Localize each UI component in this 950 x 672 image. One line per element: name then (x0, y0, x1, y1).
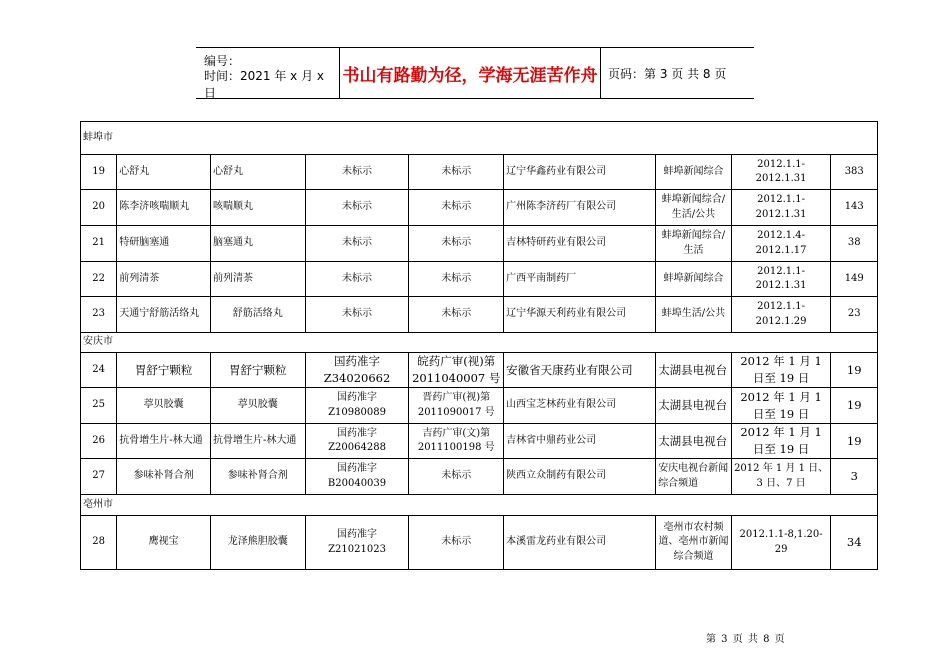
approval-number: 未标示 (305, 226, 409, 262)
broadcast-period: 2012.1.1-2012.1.31 (731, 155, 831, 190)
ad-approval-number: 吉药广审(文)第 2011100198 号 (409, 424, 504, 459)
broadcast-count: 19 (831, 388, 878, 424)
channel: 太湖县电视台 (656, 424, 732, 459)
generic-name: 抗骨增生片-林大通 (210, 424, 305, 459)
broadcast-count: 19 (831, 353, 878, 388)
ad-approval-number: 未标示 (409, 190, 504, 226)
generic-name: 心舒丸 (210, 155, 305, 190)
generic-name: 葶贝胶囊 (210, 388, 305, 424)
section-row (81, 333, 878, 353)
channel: 太湖县电视台 (656, 388, 732, 424)
company-name: 辽宁华鑫药业有限公司 (504, 155, 656, 190)
broadcast-period: 2012 年 1 月 1 日至 19 日 (731, 424, 831, 459)
broadcast-period: 2012.1.1-2012.1.31 (731, 190, 831, 226)
table-row (81, 459, 878, 495)
company-name: 广西平南制药厂 (504, 262, 656, 297)
approval-number: 未标示 (305, 190, 409, 226)
row-number: 20 (81, 190, 117, 226)
approval-number: 未标示 (305, 297, 409, 333)
product-name: 特研脑塞通 (117, 226, 211, 262)
broadcast-period: 2012 年 1 月 1 日、3 日、7 日 (731, 459, 831, 495)
generic-name: 参味补肾合剂 (210, 459, 305, 495)
header-page-number: 页码：第 3 页 共 8 页 (608, 66, 727, 81)
row-number: 28 (81, 516, 117, 570)
header-meta (196, 48, 339, 98)
table-row (81, 190, 878, 226)
approval-number: 未标示 (305, 262, 409, 297)
product-name: 陈李济咳喘顺丸 (117, 190, 211, 226)
document-header (196, 47, 754, 99)
row-number: 23 (81, 297, 117, 333)
generic-name: 脑塞通丸 (210, 226, 305, 262)
row-number: 26 (81, 424, 117, 459)
channel: 蚌埠新闻综合/生活 (656, 226, 732, 262)
company-name: 安徽省天康药业有限公司 (504, 353, 656, 388)
company-name: 吉林特研药业有限公司 (504, 226, 656, 262)
broadcast-count: 19 (831, 424, 878, 459)
product-name: 葶贝胶囊 (117, 388, 211, 424)
company-name: 本溪雷龙药业有限公司 (504, 516, 656, 570)
section-title: 蚌埠市 (81, 122, 878, 155)
broadcast-count: 23 (831, 297, 878, 333)
generic-name: 龙泽熊胆胶囊 (210, 516, 305, 570)
product-name: 抗骨增生片-林大通 (117, 424, 211, 459)
doc-code-label: 编号： (204, 54, 241, 68)
approval-number: 国药准字 Z21021023 (305, 516, 409, 570)
table-row (81, 424, 878, 459)
channel: 太湖县电视台 (656, 353, 732, 388)
table-row (81, 262, 878, 297)
broadcast-count: 34 (831, 516, 878, 570)
broadcast-period: 2012 年 1 月 1 日至 19 日 (731, 353, 831, 388)
table-row (81, 155, 878, 190)
channel: 蚌埠新闻综合 (656, 262, 732, 297)
page-footer: 第 3 页 共 8 页 (706, 634, 786, 645)
company-name: 吉林省中鼎药业公司 (504, 424, 656, 459)
ad-approval-number: 未标示 (409, 297, 504, 333)
row-number: 27 (81, 459, 117, 495)
table-row (81, 353, 878, 388)
ad-approval-number: 未标示 (409, 516, 504, 570)
product-name: 胃舒宁颗粒 (117, 353, 211, 388)
approval-number: 国药准字 Z20064288 (305, 424, 409, 459)
broadcast-count: 3 (831, 459, 878, 495)
generic-name: 胃舒宁颗粒 (210, 353, 305, 388)
broadcast-period: 2012 年 1 月 1 日至 19 日 (731, 388, 831, 424)
ad-approval-number: 未标示 (409, 226, 504, 262)
channel: 蚌埠新闻综合/生活/公共 (656, 190, 732, 226)
section-title: 亳州市 (81, 495, 878, 516)
product-name: 鹰视宝 (117, 516, 211, 570)
section-row (81, 495, 878, 516)
company-name: 山西宝芝林药业有限公司 (504, 388, 656, 424)
ad-approval-number: 皖药广审(视)第 2011040007 号 (409, 353, 504, 388)
channel: 亳州市农村频道、亳州市新闻综合频道 (656, 516, 732, 570)
section-title: 安庆市 (81, 333, 878, 353)
table-row (81, 516, 878, 570)
row-number: 19 (81, 155, 117, 190)
row-number: 25 (81, 388, 117, 424)
header-motto: 书山有路勤为径，学海无涯苦作舟 (339, 48, 601, 98)
generic-name: 咳喘顺丸 (210, 190, 305, 226)
approval-number: 国药准字 Z10980089 (305, 388, 409, 424)
broadcast-period: 2012.1.4-2012.1.17 (731, 226, 831, 262)
generic-name: 前列清茶 (210, 262, 305, 297)
channel: 蚌埠生活/公共 (656, 297, 732, 333)
product-name: 天通宁舒筋活络丸 (117, 297, 211, 333)
section-row (81, 122, 878, 155)
ad-approval-number: 晋药广审(视)第 2011090017 号 (409, 388, 504, 424)
ad-approval-number: 未标示 (409, 459, 504, 495)
product-name: 前列清茶 (117, 262, 211, 297)
table-row (81, 388, 878, 424)
generic-name: 舒筋活络丸 (210, 297, 305, 333)
broadcast-count: 149 (831, 262, 878, 297)
approval-number: 国药准字 Z34020662 (305, 353, 409, 388)
channel: 蚌埠新闻综合 (656, 155, 732, 190)
ad-violation-table (80, 121, 878, 570)
broadcast-period: 2012.1.1-2012.1.31 (731, 262, 831, 297)
broadcast-count: 383 (831, 155, 878, 190)
doc-time-label: 时间：2021 年 x 月 x 日 (204, 69, 325, 100)
broadcast-count: 38 (831, 226, 878, 262)
approval-number: 未标示 (305, 155, 409, 190)
approval-number: 国药准字 B20040039 (305, 459, 409, 495)
table-row (81, 226, 878, 262)
row-number: 21 (81, 226, 117, 262)
product-name: 参味补肾合剂 (117, 459, 211, 495)
ad-approval-number: 未标示 (409, 262, 504, 297)
company-name: 辽宁华源天利药业有限公司 (504, 297, 656, 333)
row-number: 22 (81, 262, 117, 297)
broadcast-period: 2012.1.1-2012.1.29 (731, 297, 831, 333)
broadcast-count: 143 (831, 190, 878, 226)
company-name: 陕西立众制药有限公司 (504, 459, 656, 495)
row-number: 24 (81, 353, 117, 388)
product-name: 心舒丸 (117, 155, 211, 190)
table-row (81, 297, 878, 333)
channel: 安庆电视台新闻综合频道 (656, 459, 732, 495)
company-name: 广州陈李济药厂有限公司 (504, 190, 656, 226)
broadcast-period: 2012.1.1-8,1.20-29 (731, 516, 831, 570)
ad-approval-number: 未标示 (409, 155, 504, 190)
